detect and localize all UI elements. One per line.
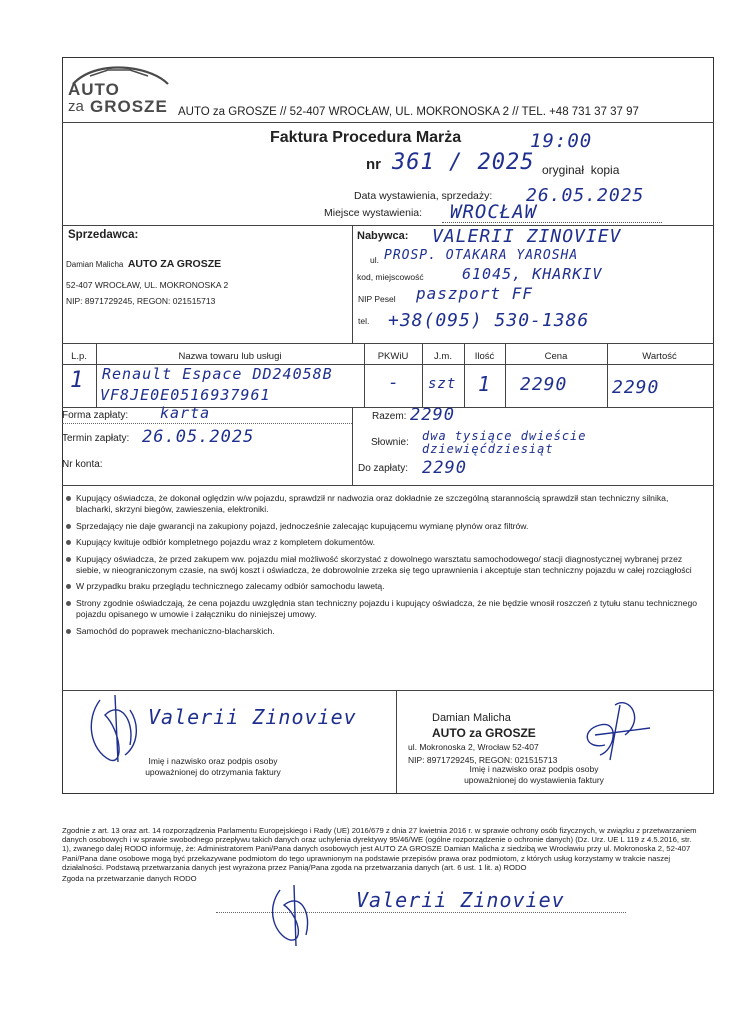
- parties-divider: [352, 225, 353, 343]
- item-qty: 1: [478, 372, 492, 396]
- item-name-line2: VF8JE0E0516937961: [100, 386, 271, 404]
- payment-divider: [352, 407, 353, 485]
- invoice-place-value: WROCŁAW: [450, 201, 538, 223]
- payment-due-label: Termin zapłaty:: [62, 433, 130, 444]
- buyer-caption: Imię i nazwisko oraz podpis osoby upoważnionej do otrzymania faktury: [145, 756, 281, 777]
- invoice-nr-label: nr: [366, 156, 381, 173]
- payment-account-label: Nr konta:: [62, 459, 103, 470]
- seller-caption: Imię i nazwisko oraz podpis osoby upoważnionej do wystawienia faktury: [464, 764, 604, 785]
- buyer-name: VALERII ZINOVIEV: [432, 226, 622, 247]
- footer-signature-scribble: [260, 880, 340, 950]
- col-header-price: Cena: [544, 351, 568, 362]
- item-lp: 1: [70, 368, 85, 393]
- rodo-text: Zgodnie z art. 13 oraz art. 14 rozporządzenia Parlamentu Europejskiego i Rady (UE) 2016/679 z dnia 27 kwietnia 2016 r. w sprawie ochrony osób fizycznych, w związku z przetwarzaniem danych osobowych i w sprawie swobodnego przepływu takich danych oraz uchylenia dyrektywy 95/46/WE (ogólne rozporządzenie o ochronie danych) (Dz. Urz. UE L 119 z 4.5.2016, str. 1), zwanego dalej RODO informuję, że: Administratorem Pani/Pana danych osobowych jest AUTO ZA GROSZE Damian Malicha z siedzibą we Wrocławiu przy ul. Mokronoska 2, 52-407: [62, 826, 697, 854]
- seller-address: 52-407 WROCŁAW, UL. MOKRONOSKA 2: [66, 280, 229, 290]
- clause-item: W przypadku braku przeglądu technicznego zalecamy odbiór samochodu lawetą.: [62, 581, 702, 592]
- header-divider: [62, 122, 714, 123]
- logo-bottom-text: GROSZE: [90, 97, 168, 116]
- seller-stamp-ids: NIP: 8971729245, REGON: 021515713: [408, 755, 558, 765]
- seller-stamp-address: ul. Mokronoska 2, Wrocław 52-407: [408, 742, 539, 752]
- seller-heading: Sprzedawca:: [68, 229, 139, 241]
- signatures-divider: [396, 690, 397, 793]
- col-header-name: Nazwa towaru lub usługi: [178, 351, 282, 362]
- payment-words-label: Słownie:: [371, 437, 409, 448]
- company-logo: [66, 60, 176, 120]
- invoice-date-label: Data wystawienia, sprzedaży:: [354, 190, 493, 202]
- invoice-nr-value: 361 / 2025: [392, 150, 535, 175]
- clauses-list: [62, 493, 702, 642]
- payment-form-value: karta: [160, 404, 211, 422]
- buyer-city-value: 61045, KHARKIV: [462, 265, 603, 283]
- item-jm: szt: [428, 376, 457, 392]
- item-value: 2290: [612, 377, 660, 398]
- seller-stamp-company: AUTO za GROSZE: [432, 726, 536, 740]
- item-price: 2290: [520, 374, 568, 395]
- seller-ids: NIP: 8971729245, REGON: 021515713: [66, 296, 216, 306]
- invoice-date-value: 26.05.2025: [526, 185, 645, 206]
- clause-item: Samochód do poprawek mechaniczno-blacharskich.: [62, 626, 702, 637]
- col-header-qty: Ilość: [474, 351, 495, 362]
- payment-form-label: Forma zapłaty:: [62, 410, 129, 421]
- payment-topay-label: Do zapłaty:: [358, 463, 409, 474]
- seller-name: AUTO ZA GROSZE: [127, 258, 222, 270]
- buyer-street-label: ul.: [370, 255, 379, 265]
- col-header-pkwiu: PKWiU: [377, 351, 409, 362]
- seller-signature-scribble: [575, 690, 655, 770]
- logo-za-text: za: [68, 98, 84, 115]
- col-header-value: Wartość: [642, 351, 677, 362]
- company-line: AUTO za GROSZE // 52-407 WROCŁAW, UL. MOKRONOSKA 2 // TEL. +48 731 37 37 97: [178, 106, 639, 118]
- payment-due-value: 26.05.2025: [142, 427, 255, 447]
- clause-item: Kupujący kwituje odbiór kompletnego pojazdu wraz z kompletem dokumentów.: [62, 537, 702, 548]
- payment-total-value: 2290: [410, 405, 455, 425]
- clause-item: Kupujący oświadcza, że przed zakupem ww. pojazdu miał możliwość skorzystać z dowolnego warsztatu samochodowego/ stacji diagnostycznej wybranej przez siebie, w nieograniczonym czasie, na swój koszt i oświadcza, że dobrowolnie zrzeka się tego uprawnienia i akceptuje stan techniczny pojazdu w całej rozciągłości: [62, 554, 702, 577]
- payment-words-value: dwa tysiące dwieście dziewięćdziesiąt: [422, 429, 587, 456]
- rodo-footer: [62, 826, 702, 883]
- clause-item: Sprzedający nie daje gwarancji na zakupiony pojazd, jednocześnie zalecając kupującemu wymianę płynów oraz filtrów.: [62, 521, 702, 532]
- buyer-tel-label: tel.: [358, 316, 370, 326]
- payment-bottom-line: [62, 485, 714, 486]
- item-pkwiu: -: [388, 372, 400, 393]
- clause-item: Kupujący oświadcza, że dokonał oględzin w/w pojazdu, sprawdził nr nadwozia oraz dokładnie ze szczególną starannością sprawdził stan techniczny silnika, blacharki, skrzyni biegów, zawieszenia, elektroniki.: [62, 493, 702, 516]
- logo-top-text: AUTO: [68, 80, 120, 99]
- payment-total-label: Razem:: [372, 411, 407, 422]
- buyer-id-label: NIP Pesel: [358, 294, 396, 304]
- parties-bottom-line: [62, 343, 714, 344]
- buyer-tel-value: +38(095) 530-1386: [388, 310, 590, 331]
- rodo-consent-text: Pani/Pana dane osobowe mogą być przekazywane podmiotom do tego uprawnionym na podstawie przepisów prawa oraz podmiotom, z których usług korzystamy w trakcie naszej działalności. Podstawą przetwarzania danych jest wyrażona przez Panią/Pana zgoda na przetwarzania danych (art. 6 ust. 1 lit. a) RODO: [62, 853, 671, 872]
- buyer-heading: Nabywca:: [357, 230, 409, 242]
- invoice-title: Faktura Procedura Marża: [270, 129, 462, 146]
- seller-name-line: [66, 254, 221, 272]
- col-header-lp: L.p.: [71, 351, 87, 362]
- buyer-id-value: paszport FF: [416, 284, 533, 303]
- invoice-time: 19:00: [530, 130, 593, 152]
- rodo-agree-label: Zgoda na przetwarzanie danych RODO: [62, 874, 197, 884]
- buyer-city-label: kod, miejscowość: [357, 272, 424, 282]
- item-name-line1: Renault Espace DD24058B: [102, 365, 333, 383]
- buyer-signature-name: Valerii Zinoviev: [148, 705, 357, 729]
- clause-item: Strony zgodnie oświadczają, że cena pojazdu uwzględnia stan techniczny pojazdu i kupujący oświadcza, że nie będzie wnosił roszczeń z tytułu stanu technicznego pojazdu opisanego w umowie i załączniku do niniejszej umowy.: [62, 598, 702, 621]
- payment-form-underline: [62, 423, 352, 424]
- footer-signature-name: Valerii Zinoviev: [356, 888, 565, 912]
- col-header-jm: J.m.: [434, 351, 452, 362]
- payment-topay-value: 2290: [422, 458, 467, 478]
- invoice-copy-label: oryginał kopia: [542, 163, 620, 177]
- invoice-place-label: Miejsce wystawienia:: [324, 207, 423, 219]
- seller-name-prefix: Damian Malicha: [66, 260, 124, 269]
- buyer-street-value: PROSP. OTAKARA YAROSHA: [384, 248, 579, 263]
- seller-stamp-name: Damian Malicha: [432, 712, 511, 724]
